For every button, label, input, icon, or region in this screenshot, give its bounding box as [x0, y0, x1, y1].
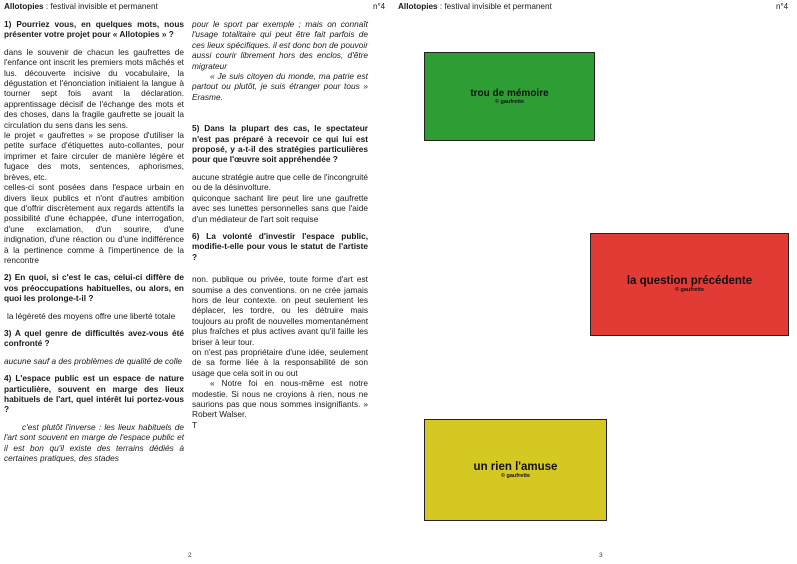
- trailing-letter: T: [192, 419, 198, 430]
- left-header-subtitle: : festival invisible et permanent: [43, 2, 158, 11]
- answer-4: c'est plutôt l'inverse : les lieux habituels de l'art sont souvent en marge de l'espace public et il est bon qu'il existe des terrains dédiés à certaines pratiques, des stades: [4, 421, 184, 464]
- answer-1-part-c: celles-ci sont posées dans l'espace urbain en divers lieux publics et n'ont d'autres ambition que d'offrir discrètement aux regards attentifs la possibilité d'une échappée, d'une interrogation, d'une exclamation, d'un sourire, d'une indignation, d'une réaction ou d'une indifférence à la pertinence comme à l'impertinence de la rencontre: [4, 182, 184, 265]
- question-2: 2) En quoi, si c'est le cas, celui-ci diffère de vos préoccupations habituelles, ou alors, en quoi les prolonge-t-il ?: [4, 272, 184, 304]
- right-page: [398, 0, 796, 564]
- left-header-title: Allotopies: [4, 2, 44, 11]
- left-issue-number: n°4: [373, 2, 386, 11]
- answer-2: la légèreté des moyens offre une liberté totale: [7, 310, 176, 321]
- answer-3: aucune sauf a des problèmes de qualité de colle: [4, 355, 183, 366]
- answer-6-part-b: on n'est pas propriétaire d'une idée, seulement de sa forme liée à la responsabilité de son usage que cela soit in ou out: [192, 346, 368, 378]
- right-folio: 3: [599, 552, 603, 559]
- card-copyright: © gaufrette: [674, 287, 705, 293]
- question-1: 1) Pourriez vous, en quelques mots, nous présenter votre projet pour « Allotopies » ?: [4, 19, 184, 40]
- gaufrette-card-un-rien-lamuse: [424, 419, 607, 521]
- erasmus-quote: « Je suis citoyen du monde, ma patrie est partout ou plutôt, je suis étranger pour tous » Erasme.: [192, 71, 368, 102]
- question-5: 5) Dans la plupart des cas, le spectateur n'est pas préparé à recevoir ce qui lui est proposé, y a-t-il des stratégies particulières pour que l'œuvre soit appréhendée ?: [192, 123, 368, 165]
- gaufrette-card-la-question-precedente: [590, 233, 789, 336]
- answer-6-part-a: non. publique ou privée, toute forme d'art est soumise a des conventions. on ne crée jamais hors de leur contexte. on peut seulement les déplacer, les tordre, ou les détruire mais toujours au profit de nouvelles momentanément plus fraîches et plus actives avant qu'il faille les briser à leur tour.: [192, 274, 368, 347]
- right-header-subtitle: : festival invisible et permanent: [437, 2, 552, 11]
- card-title: la question précédente: [626, 275, 753, 287]
- gaufrette-card-trou-de-memoire: [424, 52, 595, 141]
- interview-column-2: [192, 19, 368, 430]
- answer-5-part-a: aucune stratégie autre que celle de l'incongruité ou de la désinvolture.: [192, 171, 368, 193]
- answer-5-part-b: quiconque sachant lire peut lire une gaufrette avec ses lunettes personnelles sans que l'aide d'un médiateur de l'art soit requise: [192, 192, 368, 224]
- answer-4-continued: pour le sport par exemple ; mais on connaît l'usage totalitaire qui peut être fait parfois de ces lieux spécifiques. il est donc bon de pouvoir aussi courir librement hors des enclos, d'être migrateur: [192, 19, 368, 71]
- card-title: trou de mémoire: [470, 87, 549, 99]
- right-running-header: [398, 2, 552, 12]
- answer-1-part-a: dans le souvenir de chacun les gaufrettes de l'enfance ont inscrit les premiers mots mâchés et lus. découverte incisive du vocabulaire, la dégustation et l'énonciation initiaient la langue à tourner sept fois avant la déclaration. apprentissage décisif de l'échange des mots et des choses, dans la fragile gaufrette se jouait la circulation du sens dans les sens.: [4, 46, 184, 130]
- interview-column-1: [4, 19, 184, 463]
- right-issue-number: n°4: [776, 2, 789, 11]
- card-title: un rien l'amuse: [473, 460, 558, 473]
- answer-1-part-b: le projet « gaufrettes » se propose d'utiliser la petite surface d'étiquettes auto-collantes, pour imprimer et faire circuler de manière légère et fugace des mots, sentences, aphorismes, brèves, etc.: [4, 130, 184, 182]
- question-6: 6) La volonté d'investir l'espace public, modifie-t-elle pour vous le statut de l'artiste ?: [192, 230, 368, 262]
- card-copyright: © gaufrette: [494, 98, 525, 105]
- right-header-title: Allotopies: [398, 2, 438, 11]
- left-page: [0, 0, 398, 564]
- left-running-header: [4, 2, 158, 12]
- question-3: 3) A quel genre de difficultés avez-vous été confronté ?: [4, 327, 184, 349]
- question-4: 4) L'espace public est un espace de nature particulière, souvent en marge des lieux habituels de l'art, quel intérêt lui portez-vous ?: [4, 373, 184, 415]
- left-folio: 2: [188, 552, 192, 559]
- card-copyright: © gaufrette: [500, 472, 531, 479]
- walser-quote: « Notre foi en nous-même est notre modestie. Si nous ne croyions à rien, nous ne saurions pas que nous sommes insignifiants. » Robert Walser.: [192, 378, 368, 420]
